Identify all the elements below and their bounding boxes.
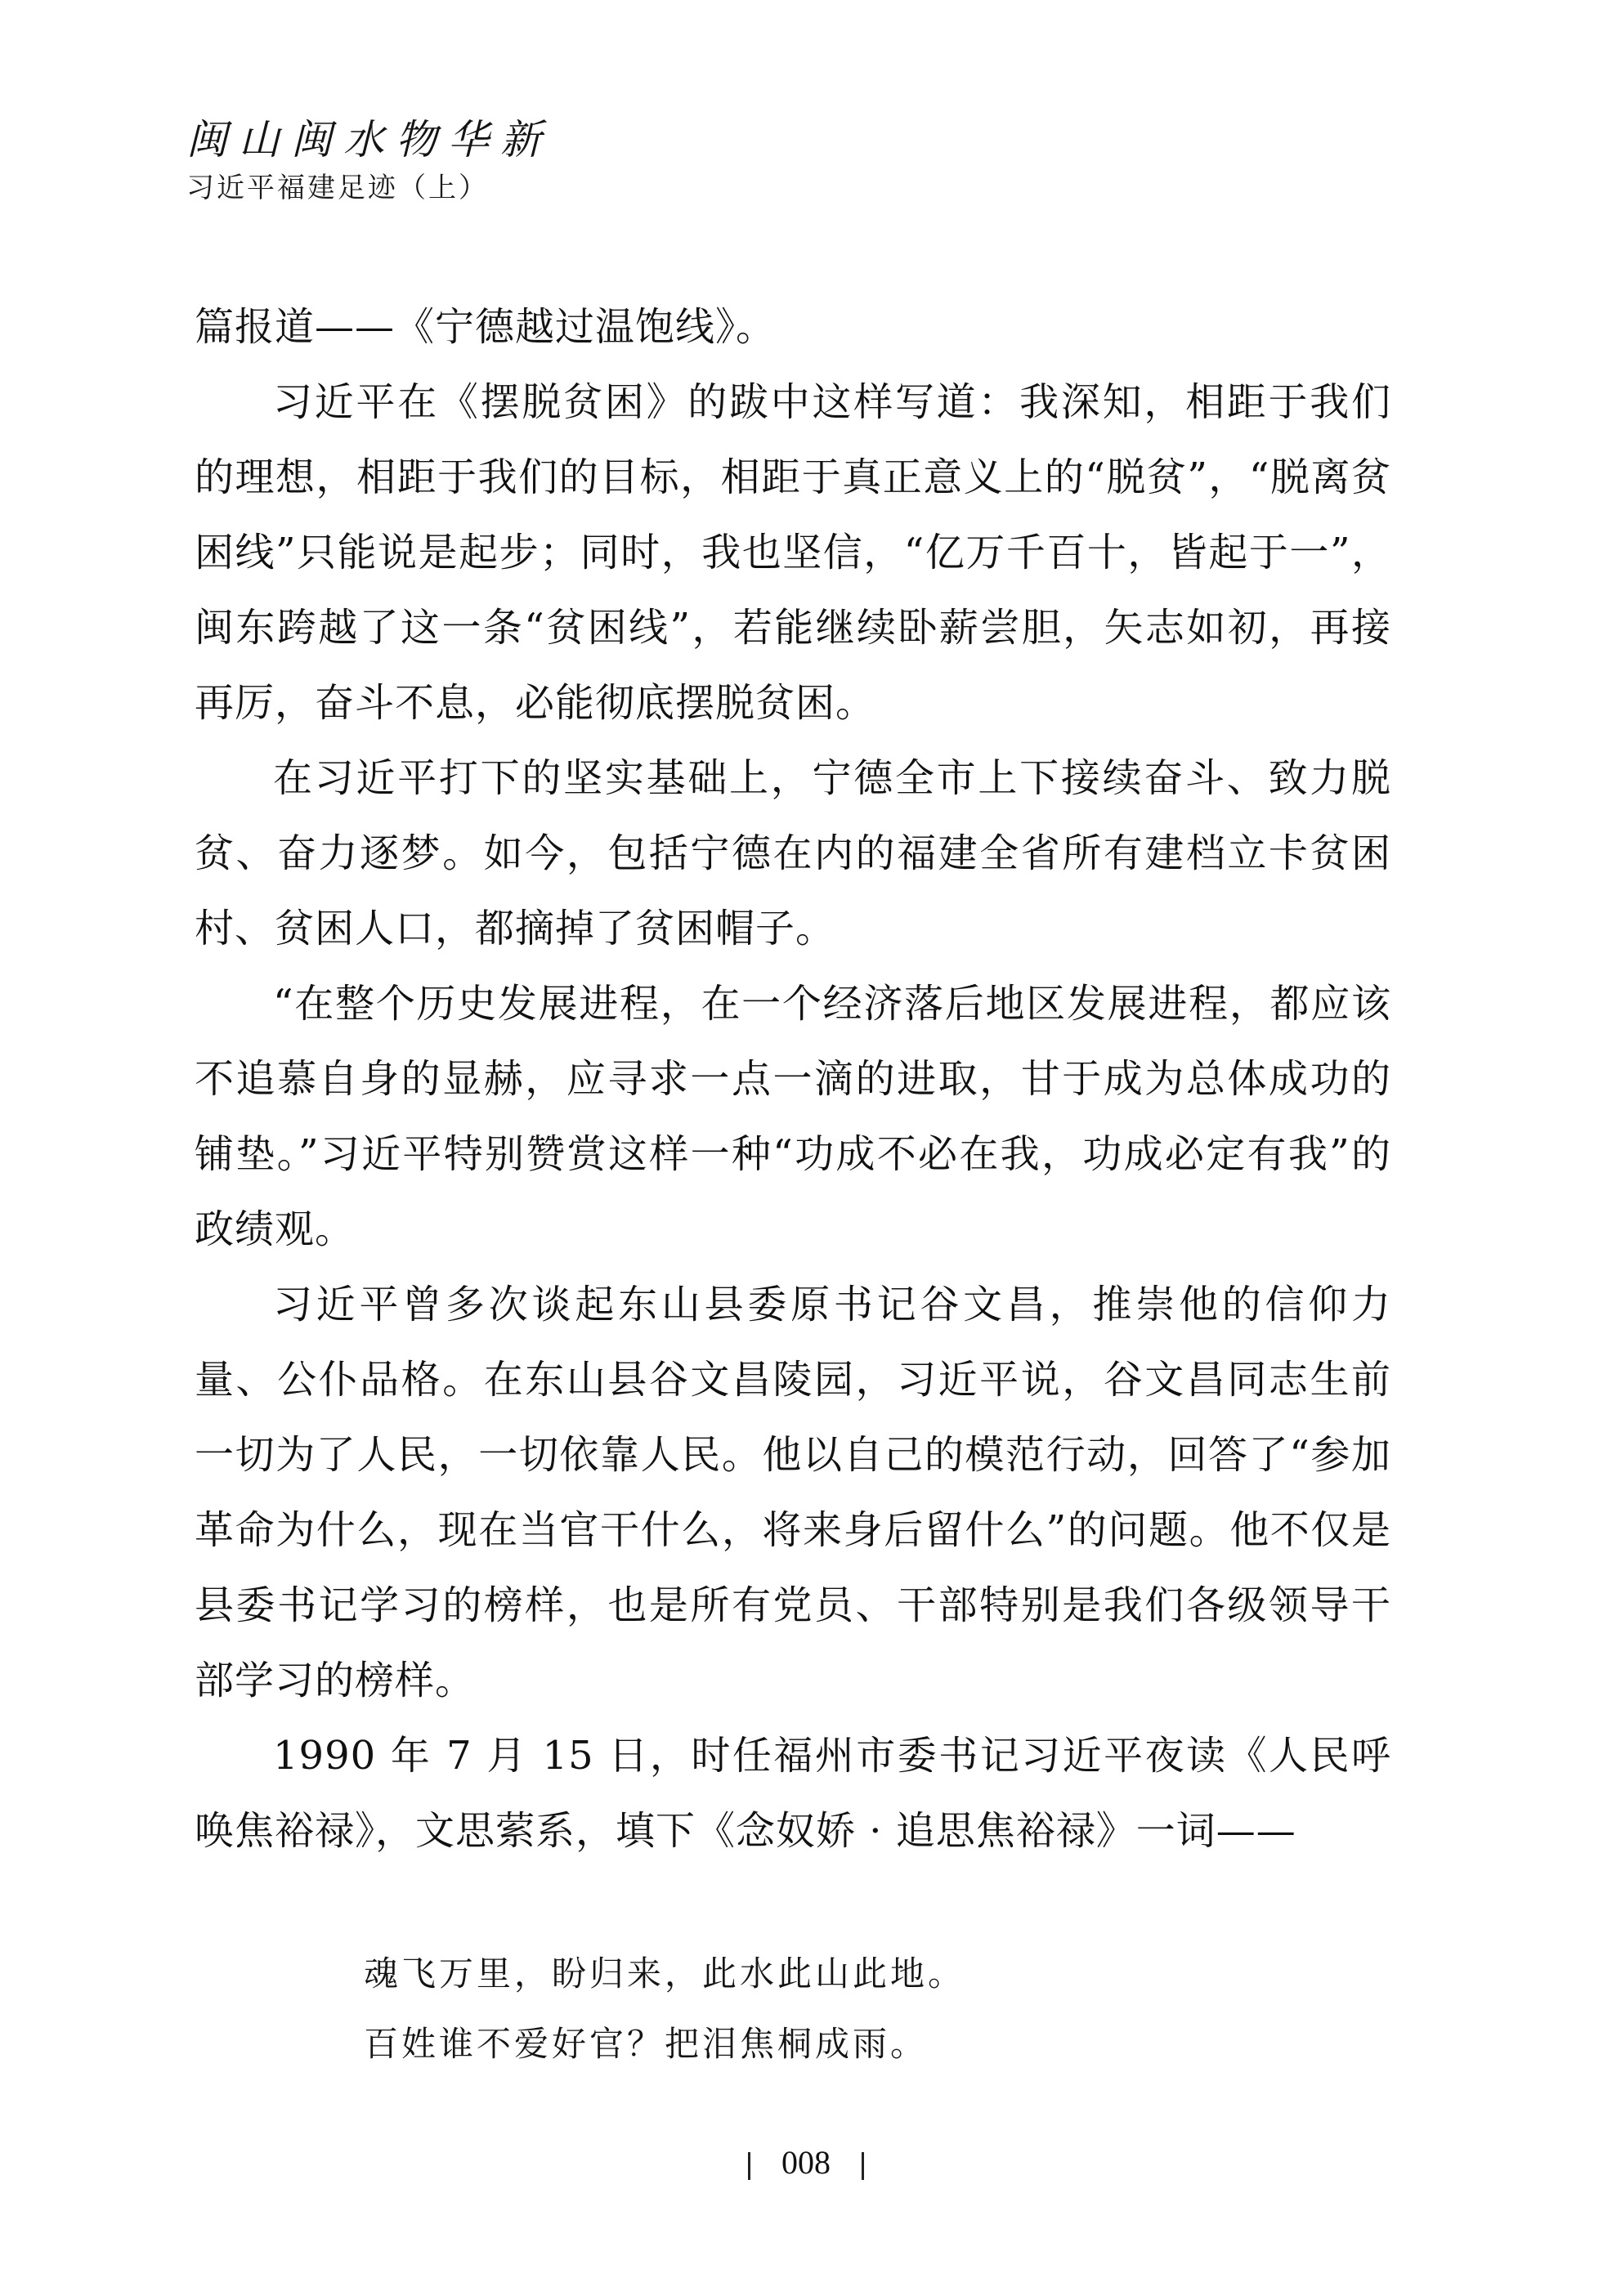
page-folio	[0, 2143, 1612, 2182]
folio-left-rule	[748, 2152, 750, 2180]
paragraph-baixi-pinkun: 习近平在《摆脱贫困》的跋中这样写道：我深知，相距于我们的理想，相距于我们的目标，相距于真正意义上的“脱贫”，“脱离贫困线”只能说是起步；同时，我也坚信，“亿万千百十，皆起于一”，闽东跨越了这一条“贫困线”，若能继续卧薪尝胆，矢志如初，再接再厉，奋斗不息，必能彻底摆脱贫困。	[195, 379, 1391, 726]
poem-line: 魂飞万里，盼归来，此水此山此地。	[364, 1954, 966, 1994]
book-subtitle: 习近平福建足迹（上）	[186, 172, 489, 204]
running-head	[186, 114, 553, 208]
paragraph-political-view: “在整个历史发展进程，在一个经济落后地区发展进程，都应该不追慕自身的显赫，应寻求一点一滴的进取，甘于成为总体成功的铺垫。”习近平特别赞赏这样一种“功成不必在我，功成必定有我”的政绩观。	[195, 981, 1391, 1252]
body-text	[195, 289, 1391, 1869]
poem	[364, 1939, 965, 2079]
paragraph-ningde-poverty: 在习近平打下的坚实基础上，宁德全市上下接续奋斗、致力脱贫、奋力逐梦。如今，包括宁德在内的福建全省所有建档立卡贫困村、贫困人口，都摘掉了贫困帽子。	[195, 755, 1391, 951]
page-number: 008	[781, 2144, 831, 2181]
paragraph-gu-wenchang: 习近平曾多次谈起东山县委原书记谷文昌，推崇他的信仰力量、公仆品格。在东山县谷文昌陵园，习近平说，谷文昌同志生前一切为了人民，一切依靠人民。他以自己的模范行动，回答了“参加革命为什么，现在当官干什么，将来身后留什么”的问题。他不仅是县委书记学习的榜样，也是所有党员、干部特别是我们各级领导干部学习的榜样。	[195, 1282, 1391, 1703]
book-title: 闽山闽水物华新	[186, 116, 553, 163]
paragraph-continuation: 篇报道——《宁德越过温饱线》。	[195, 304, 777, 350]
paragraph-jiao-yulu: 1990 年 7 月 15 日，时任福州市委书记习近平夜读《人民呼唤焦裕禄》，文思萦系，填下《念奴娇 · 追思焦裕禄》一词——	[195, 1733, 1391, 1854]
folio-right-rule	[862, 2152, 864, 2180]
poem-line: 百姓谁不爱好官？把泪焦桐成雨。	[364, 2024, 929, 2064]
